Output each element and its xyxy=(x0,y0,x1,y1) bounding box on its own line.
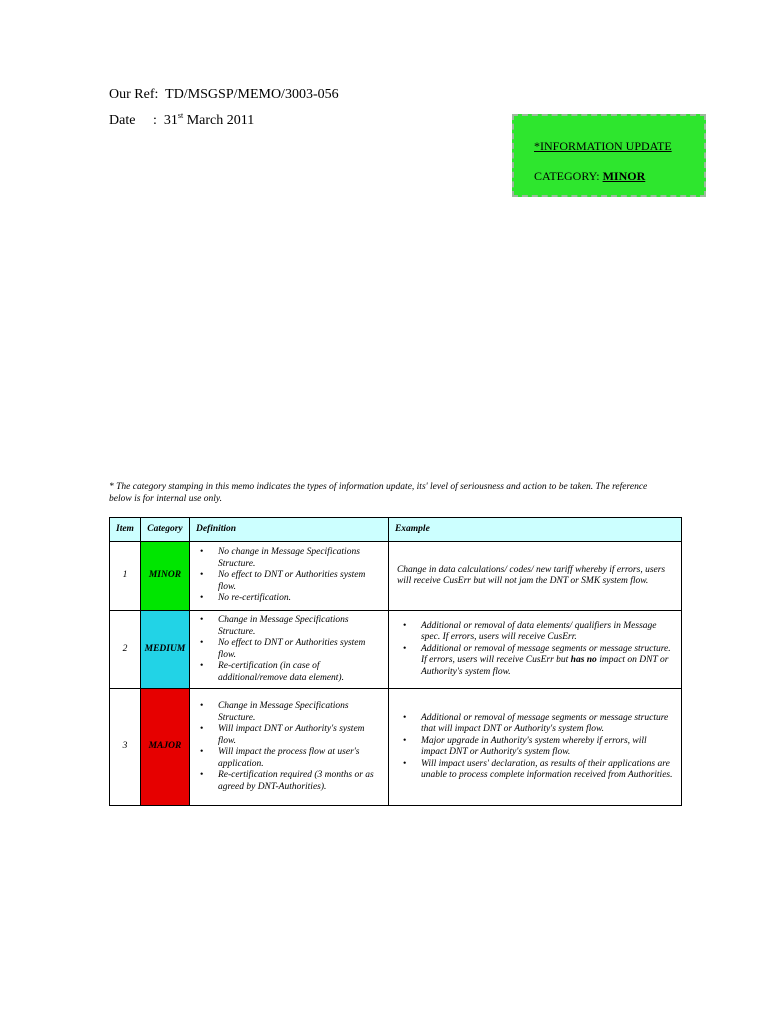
date-separator: : xyxy=(153,113,157,128)
row-category-minor xyxy=(140,542,189,611)
list-item: • Additional or removal of data elements/ qualifiers in Message spec. If errors, users will receive CusErr. xyxy=(397,621,673,644)
category-table xyxy=(109,517,682,806)
stamp-category-value: MINOR xyxy=(602,169,646,183)
list-item: • No effect to DNT or Authorities system flow. xyxy=(194,638,384,661)
list-item: • Will impact users' declaration, as results of their applications are unable to process complete information received from Authorities. xyxy=(397,759,673,782)
category-stamp xyxy=(512,114,706,197)
ref-label: Our Ref: xyxy=(109,87,159,102)
stamp-category-label: CATEGORY: xyxy=(534,169,600,183)
category-label: MAJOR xyxy=(148,741,182,752)
list-item: • Change in Message Specifications Structure. xyxy=(194,615,384,638)
ref-value: TD/MSGSP/MEMO/3003-056 xyxy=(165,87,339,102)
row-category-major xyxy=(140,689,189,806)
example-text: Additional or removal of message segments or message structure. If errors, users will receive CusErr but xyxy=(420,643,671,666)
table-row xyxy=(110,611,682,689)
stamp-category-line xyxy=(534,169,645,184)
list-item: • Re-certification (in case of additional/remove data element). xyxy=(194,661,384,684)
list-item: • Re-certification required (3 months or as agreed by DNT-Authorities). xyxy=(194,770,384,793)
list-item: • Major upgrade in Authority's system whereby if errors, will impact DNT or Authority's system flow. xyxy=(397,736,673,759)
category-label: MEDIUM xyxy=(144,643,186,654)
row-item: 2 xyxy=(110,611,141,689)
example-tail: impact on DNT or Authority's system flow. xyxy=(420,655,669,677)
list-item: • No effect to DNT or Authorities system flow. xyxy=(194,570,384,593)
reference-line xyxy=(109,86,339,104)
row-category-medium xyxy=(140,611,189,689)
row-definition xyxy=(189,542,388,611)
date-rest: March 2011 xyxy=(186,113,255,128)
row-definition xyxy=(189,689,388,806)
row-definition xyxy=(189,611,388,689)
list-item: • No re-certification. xyxy=(194,593,384,605)
example-bold: has no xyxy=(570,655,597,666)
row-example xyxy=(388,611,681,689)
table-header-row xyxy=(110,518,682,542)
row-item: 1 xyxy=(110,542,141,611)
list-item: • Additional or removal of message segments or message structure that will impact DNT or Authority's system flow. xyxy=(397,713,673,736)
date-line xyxy=(109,112,254,130)
list-item: • No change in Message Specifications Structure. xyxy=(194,547,384,570)
date-label: Date xyxy=(109,113,136,128)
list-item: • Change in Message Specifications Structure. xyxy=(194,701,384,724)
stamp-title: *INFORMATION UPDATE xyxy=(534,139,672,153)
row-example: Change in data calculations/ codes/ new tariff whereby if errors, users will receive CusErr but will not jam the DNT or SMK system flow. xyxy=(388,542,681,611)
list-item xyxy=(397,644,673,679)
table-row xyxy=(110,689,682,806)
date-day: 31 xyxy=(163,113,178,128)
header-definition: Definition xyxy=(189,518,388,542)
list-item: • Will impact DNT or Authority's system flow. xyxy=(194,724,384,747)
date-suffix: st xyxy=(177,111,184,120)
header-item: Item xyxy=(110,518,141,542)
category-label: MINOR xyxy=(148,570,182,581)
table-row xyxy=(110,542,682,611)
header-category: Category xyxy=(140,518,189,542)
row-item: 3 xyxy=(110,689,141,806)
category-note: * The category stamping in this memo indicates the types of information update, its' level of seriousness and action to be taken. The reference below is for internal use only. xyxy=(109,482,648,504)
list-item: • Will impact the process flow at user's application. xyxy=(194,747,384,770)
row-example xyxy=(388,689,681,806)
header-example: Example xyxy=(388,518,681,542)
